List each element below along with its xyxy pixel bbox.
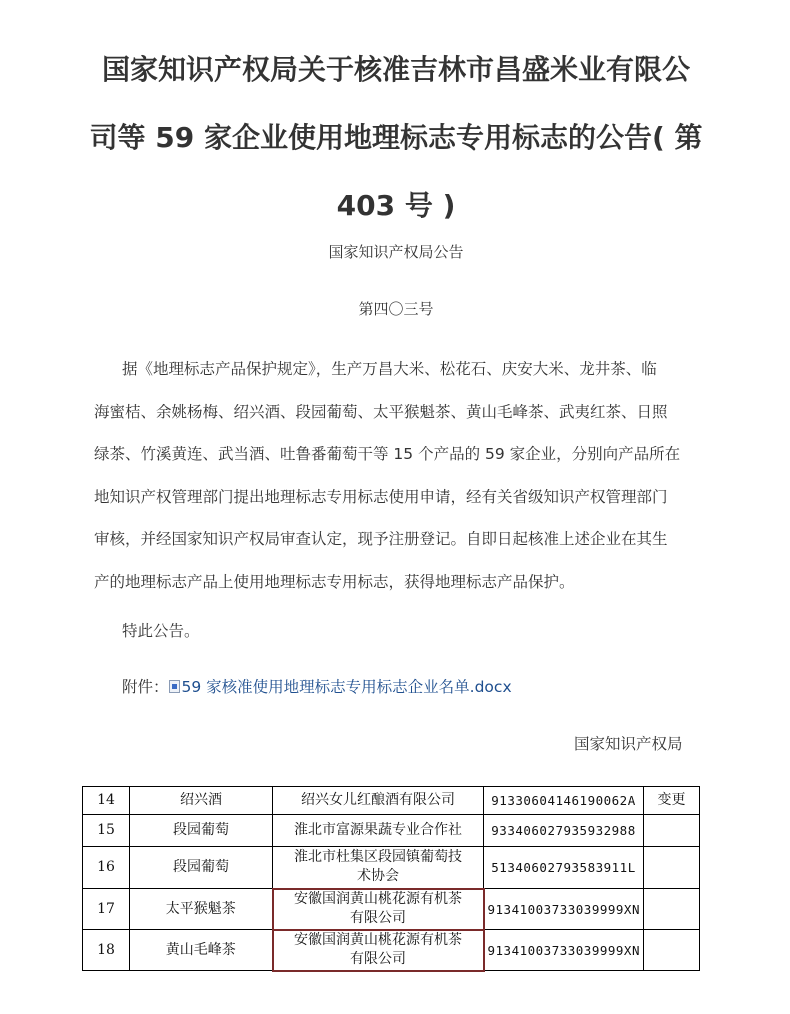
cell-code: 51340602793583911L — [484, 847, 644, 889]
cell-company — [273, 787, 484, 815]
table-row — [83, 889, 700, 930]
cell-product: 段园葡萄 — [130, 847, 273, 889]
table-row — [83, 815, 700, 847]
closing-text: 特此公告。 — [122, 622, 200, 640]
body-line: 海蜜桔、余姚杨梅、绍兴酒、段园葡萄、太平猴魁茶、黄山毛峰茶、武夷红茶、日照 — [94, 402, 668, 421]
body-line: 地知识产权管理部门提出地理标志专用标志使用申请，经有关省级知识产权管理部门 — [94, 487, 668, 506]
announcement-title — [86, 36, 706, 240]
company-line: 安徽国润黄山桃花源有机茶 — [294, 932, 462, 948]
company-line: 淮北市杜集区段园镇葡萄技 — [294, 849, 462, 866]
cell-code: 91341003733039999XN — [484, 930, 644, 971]
company-line: 有限公司 — [350, 951, 406, 967]
table-row — [83, 787, 700, 815]
cell-code: 91330604146190062A — [484, 787, 644, 815]
company-line: 淮北市富源果蔬专业合作社 — [294, 822, 462, 838]
cell-note — [644, 815, 700, 847]
body-line: 绿茶、竹溪黄连、武当酒、吐鲁番葡萄干等 15 个产品的 59 家企业，分别向产品所在 — [94, 445, 681, 463]
cell-company-highlighted — [273, 889, 484, 930]
title-line: 403 号 ) — [336, 189, 456, 222]
cell-code: 91341003733039999XN — [484, 889, 644, 930]
body-line: 审核，并经国家知识产权局审查认定，现予注册登记。自即日起核准上述企业在其生 — [94, 530, 668, 548]
cell-no: 17 — [83, 889, 130, 930]
cell-code: 933406027935932988 — [484, 815, 644, 847]
company-line: 有限公司 — [350, 910, 406, 926]
attachment-link-text: 59 家核准使用地理标志专用标志企业名单.docx — [181, 678, 512, 696]
word-document-icon — [169, 680, 180, 693]
cell-company — [273, 815, 484, 847]
cell-product: 绍兴酒 — [130, 787, 273, 815]
cell-product: 黄山毛峰茶 — [130, 930, 273, 971]
announcement-subtitle: 国家知识产权局公告 — [328, 243, 464, 261]
cell-no: 16 — [83, 847, 130, 889]
enterprise-table — [82, 786, 700, 972]
announcement-body — [94, 348, 699, 603]
cell-product: 太平猴魁茶 — [130, 889, 273, 930]
cell-no: 14 — [83, 787, 130, 815]
table-row — [83, 930, 700, 971]
cell-note: 变更 — [644, 787, 700, 815]
body-line: 产的地理标志产品上使用地理标志专用标志，获得地理标志产品保护。 — [94, 572, 575, 591]
cell-no: 18 — [83, 930, 130, 971]
cell-no: 15 — [83, 815, 130, 847]
company-line: 绍兴女儿红酿酒有限公司 — [301, 792, 455, 808]
announcement-number: 第四〇三号 — [358, 300, 434, 318]
title-line: 国家知识产权局关于核准吉林市昌盛米业有限公 — [101, 53, 690, 86]
attachment-row — [122, 675, 512, 697]
cell-note — [644, 847, 700, 889]
table-row — [83, 847, 700, 889]
cell-note — [644, 930, 700, 971]
attachment-label: 附件： — [122, 678, 169, 696]
cell-note — [644, 889, 700, 930]
attachment-link[interactable] — [169, 678, 512, 696]
signature: 国家知识产权局 — [574, 735, 683, 753]
company-line: 安徽国润黄山桃花源有机茶 — [294, 891, 462, 907]
cell-product: 段园葡萄 — [130, 815, 273, 847]
cell-company — [273, 847, 484, 889]
title-line: 司等 59 家企业使用地理标志专用标志的公告( 第 — [89, 121, 703, 154]
body-line: 据《地理标志产品保护规定》，生产万昌大米、松花石、庆安大米、龙井茶、临 — [122, 360, 657, 378]
cell-company-highlighted — [273, 930, 484, 971]
company-line: 术协会 — [357, 868, 399, 885]
